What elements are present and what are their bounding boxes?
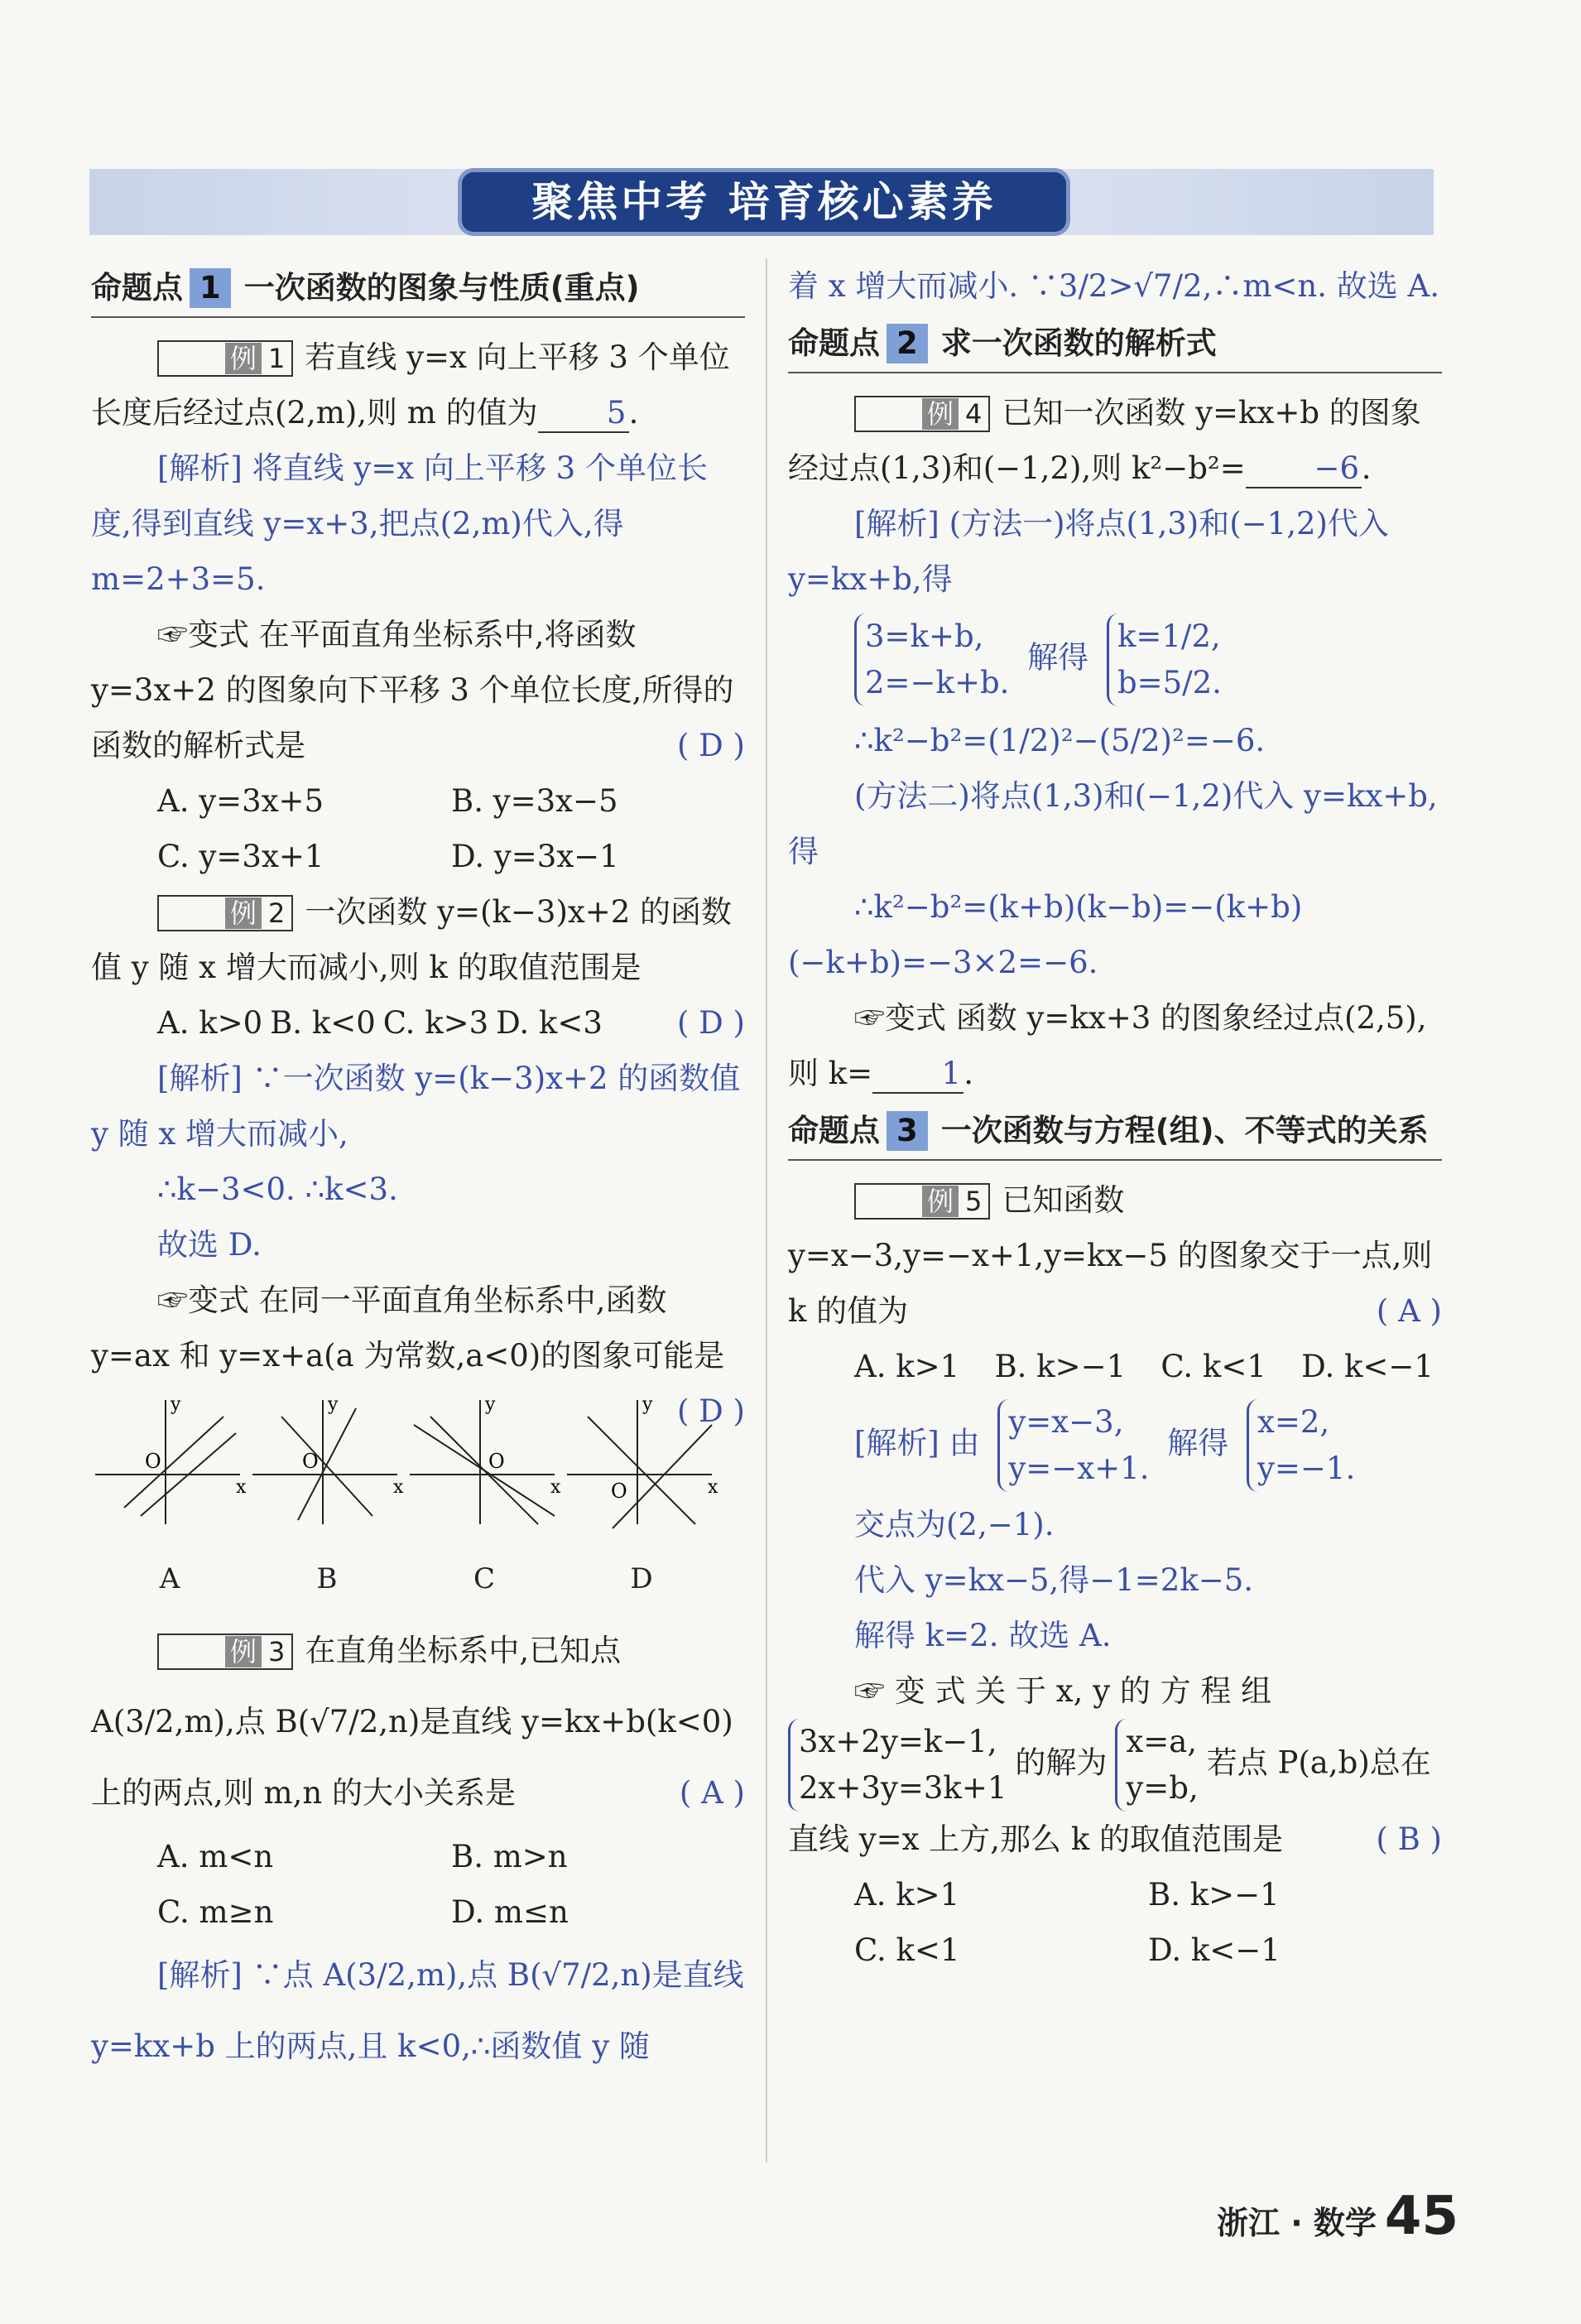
svg-text:x: x — [708, 1477, 718, 1498]
variant-system: 3x+2y=k−1, 2x+3y=3k+1的解为x=a, y=b,若点 P(a,b)总在直线 y=x 上方,那么 k 的取值范围是 ( B ) — [788, 1719, 1442, 1867]
analysis: [解析] 将直线 y=x 向上平移 3 个单位长度,得到直线 y=x+3,把点(2,m)代入,得 m=2+3=5. — [91, 450, 708, 597]
example-1: 例 1 若直线 y=x 向上平移 3 个单位长度后经过点(2,m),则 m 的值为 5. — [91, 330, 745, 440]
analysis: (方法二)将点(1,3)和(−1,2)代入 y=kx+b,得 — [788, 778, 1438, 869]
svg-text:x: x — [236, 1477, 247, 1498]
example-badge: 例 1 — [157, 340, 293, 377]
answer: ( D ) — [676, 1005, 745, 1041]
graph-d-plot — [563, 1392, 720, 1532]
column-divider — [766, 258, 767, 2163]
svg-text:x: x — [550, 1477, 561, 1498]
answer: ( A ) — [679, 1775, 745, 1811]
topic-number: 1 — [190, 268, 231, 308]
variant: ☞变式 在平面直角坐标系中,将函数 y=3x+2 的图象向下平移 3 个单位长度,所得的函数的解析式是 ( D ) — [91, 607, 745, 773]
analysis: 故选 D. — [157, 1227, 262, 1263]
example-3: 例 3 在直角坐标系中,已知点 A(3/2,m),点 B(√7/2,n)是直线 y=kx+b(k<0)上的两点,则 m,n 的大小关系是 ( A ) — [91, 1615, 745, 1829]
options: A. y=3x+5 B. y=3x−5 — [157, 783, 618, 819]
analysis: ∴k²−b²=(k+b)(k−b)=−(k+b)(−k+b)=−3×2=−6. — [788, 889, 1303, 980]
graph-b-plot — [248, 1392, 406, 1532]
analysis: [解析] ∵点 A(3/2,m),点 B(√7/2,n)是直线 y=kx+b 上的两点,且 k<0,∴函数值 y 随 — [91, 1957, 744, 2064]
variant-answer: ( D ) — [676, 728, 745, 763]
options: C. k<1 D. k<−1 — [854, 1932, 1281, 1968]
options: C. y=3x+1 D. y=3x−1 — [157, 839, 619, 874]
analysis: 交点为(2,−1). — [854, 1507, 1055, 1542]
analysis: 解得 k=2. 故选 A. — [854, 1618, 1112, 1653]
svg-text:O: O — [488, 1450, 505, 1473]
answer: ( A ) — [1376, 1293, 1442, 1329]
options: A. k>1 B. k>−1 — [854, 1877, 1280, 1913]
svg-text:y: y — [485, 1394, 496, 1415]
analysis: ∴k−3<0. ∴k<3. — [157, 1172, 398, 1207]
example-badge: 例 4 — [854, 396, 990, 432]
example-badge: 例 3 — [157, 1634, 293, 1670]
topic-label: 命题点 — [91, 270, 183, 306]
options: A. k>1 B. k>−1 C. k<1 D. k<−1 — [854, 1349, 1434, 1384]
topic-1-heading — [91, 263, 745, 318]
page-footer — [1217, 2186, 1458, 2247]
graph-options — [91, 1392, 718, 1607]
svg-text:O: O — [302, 1450, 319, 1473]
example-badge: 例 2 — [157, 895, 293, 931]
topic-2-heading: 命题点 2 求一次函数的解析式 — [788, 319, 1442, 373]
variant: ☞变式 在同一平面直角坐标系中,函数 y=ax 和 y=x+a(a 为常数,a<0)的图象可能是 ( D ) — [91, 1273, 745, 1383]
analysis: 代入 y=kx−5,得−1=2k−5. — [854, 1562, 1254, 1598]
left-column — [91, 258, 745, 2082]
variant: ☞ 变 式 关 于 x, y 的 方 程 组 — [854, 1673, 1272, 1709]
answer-blank: 5 — [538, 395, 629, 433]
graph-b: O x y B — [248, 1392, 406, 1607]
example-5: 例 5 已知函数 y=x−3,y=−x+1,y=kx−5 的图象交于一点,则 k 的值为 ( A ) — [788, 1172, 1442, 1339]
topic-3-heading: 命题点 3 一次函数与方程(组)、不等式的关系 — [788, 1106, 1442, 1161]
graph-d: O x y D — [563, 1392, 720, 1607]
graph-a: O x y A — [91, 1392, 248, 1607]
topic-title: 一次函数的图象与性质(重点) — [243, 270, 640, 306]
answer-blank: 1 — [872, 1056, 963, 1094]
svg-text:y: y — [642, 1394, 653, 1415]
example-badge: 例 5 — [854, 1183, 990, 1220]
graph-c-plot — [406, 1392, 563, 1532]
page-number: 45 — [1384, 2186, 1458, 2247]
example-4: 例 4 已知一次函数 y=kx+b 的图象经过点(1,3)和(−1,2),则 k²−b²= −6. — [788, 385, 1442, 496]
example-2: 例 2 一次函数 y=(k−3)x+2 的函数值 y 随 x 增大而减小,则 k 的取值范围是 ( D ) — [91, 884, 745, 995]
answer-blank: −6 — [1246, 450, 1362, 488]
banner-title: 聚焦中考 培育核心素养 — [462, 172, 1066, 232]
analysis-continued: 着 x 增大而减小. ∵3/2>√7/2,∴m<n. 故选 A. — [788, 268, 1440, 304]
variant: ☞变式 函数 y=kx+3 的图象经过点(2,5),则 k= 1. — [788, 990, 1442, 1101]
analysis: [解析] (方法一)将点(1,3)和(−1,2)代入 y=kx+b,得 — [788, 506, 1389, 597]
right-column — [788, 258, 1442, 1978]
svg-text:x: x — [393, 1477, 404, 1498]
variant-answer: ( B ) — [1376, 1821, 1442, 1857]
graph-c: O x y C — [406, 1392, 563, 1607]
footer-label: 浙江 · 数学 — [1217, 2205, 1377, 2241]
svg-text:O: O — [611, 1480, 627, 1503]
options: C. m≥n D. m≤n — [157, 1894, 569, 1930]
graph-a-plot — [91, 1392, 248, 1532]
svg-text:y: y — [328, 1394, 339, 1415]
variant-answer: ( D ) — [676, 1393, 745, 1429]
equation-system: 3=k+b, 2=−k+b. 解得 k=1/2, b=5/2. — [788, 613, 1442, 706]
options: A. k>0 B. k<0 C. k>3 D. k<3 — [157, 1005, 603, 1041]
analysis: ∴k²−b²=(1/2)²−(5/2)²=−6. — [854, 723, 1266, 758]
svg-text:O: O — [145, 1450, 161, 1473]
options: A. m<n B. m>n — [157, 1839, 568, 1874]
section-banner — [89, 169, 1434, 235]
equation-system: [解析] 由 y=x−3, y=−x+1. 解得 x=2, y=−1. — [788, 1399, 1442, 1492]
analysis: [解析] ∵一次函数 y=(k−3)x+2 的函数值 y 随 x 增大而减小, — [91, 1061, 741, 1152]
svg-text:y: y — [171, 1394, 181, 1415]
